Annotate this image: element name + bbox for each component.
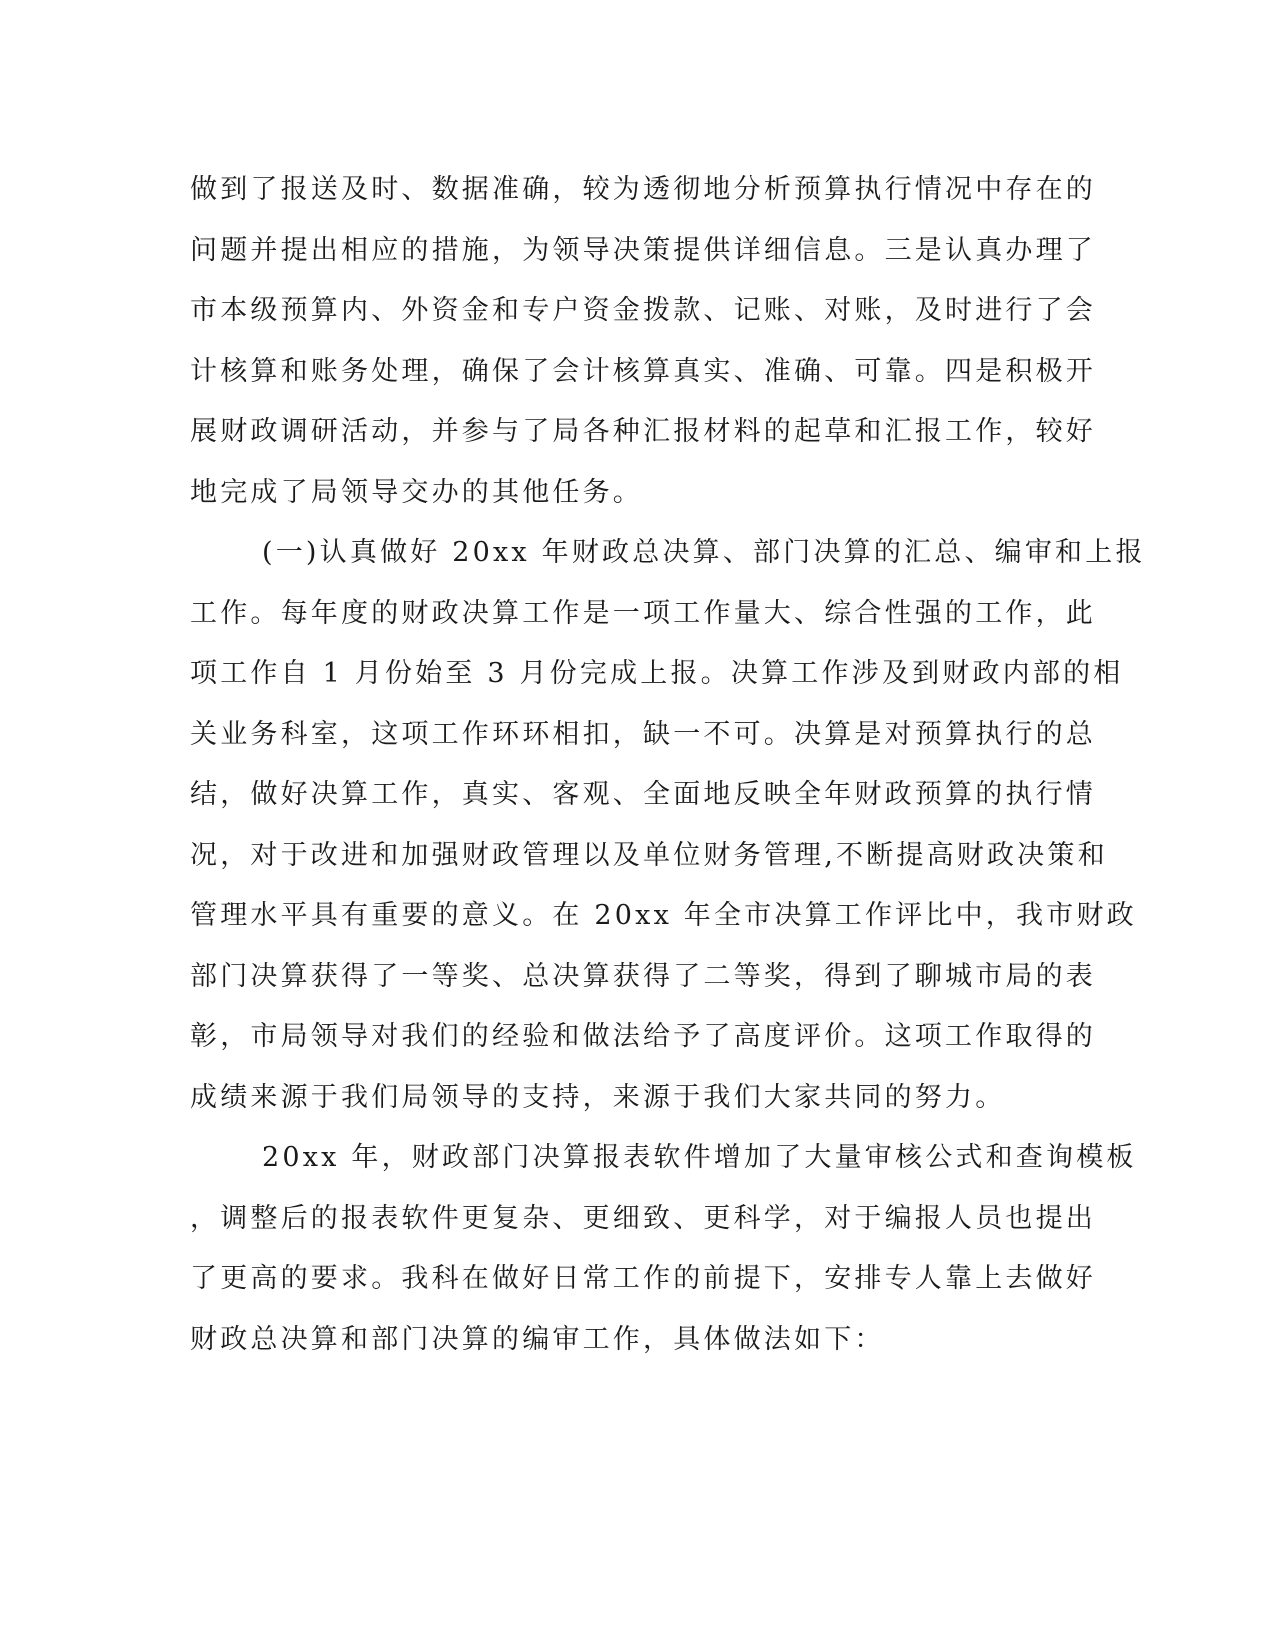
text-line: 问题并提出相应的措施，为领导决策提供详细信息。三是认真办理了 [190,234,1096,266]
text-line: 部门决算获得了一等奖、总决算获得了二等奖，得到了聊城市局的表 [190,960,1096,992]
text-line: (一)认真做好 20xx 年财政总决算、部门决算的汇总、编审和上报 [262,537,1146,568]
text-line: 市本级预算内、外资金和专户资金拨款、记账、对账，及时进行了会 [190,295,1096,326]
paragraph-3 [190,1128,1137,1370]
paragraph-1 [190,160,1096,523]
text-line: 地完成了局领导交办的其他任务。 [190,476,643,508]
text-line: 做到了报送及时、数据准确，较为透彻地分析预算执行情况中存在的 [190,174,1096,205]
text-line: 工作。每年度的财政决算工作是一项工作量大、综合性强的工作，此 [190,597,1096,629]
document-body [190,160,1146,1370]
text-line: 了更高的要求。我科在做好日常工作的前提下，安排专人靠上去做好 [190,1263,1096,1294]
text-line: 管理水平具有重要的意义。在 20xx 年全市决算工作评比中，我市财政 [190,900,1137,931]
text-line: 项工作自 1 月份始至 3 月份完成上报。决算工作涉及到财政内部的相 [190,658,1124,689]
text-line: 结，做好决算工作，真实、客观、全面地反映全年财政预算的执行情 [190,779,1096,810]
text-line: 况，对于改进和加强财政管理以及单位财务管理,不断提高财政决策和 [190,839,1108,871]
text-line: 财政总决算和部门决算的编审工作，具体做法如下： [190,1323,885,1355]
text-line: 计核算和账务处理，确保了会计核算真实、准确、可靠。四是积极开 [190,355,1096,387]
paragraph-2 [190,523,1146,1128]
text-line: 展财政调研活动，并参与了局各种汇报材料的起草和汇报工作，较好 [190,416,1096,447]
text-line: 彰，市局领导对我们的经验和做法给予了高度评价。这项工作取得的 [190,1021,1096,1052]
text-line: ，调整后的报表软件更复杂、更细致、更科学，对于编报人员也提出 [190,1202,1096,1234]
text-line: 关业务科室，这项工作环环相扣，缺一不可。决算是对预算执行的总 [190,718,1096,750]
text-line: 20xx 年，财政部门决算报表软件增加了大量审核公式和查询模板 [262,1142,1137,1173]
text-line: 成绩来源于我们局领导的支持，来源于我们大家共同的努力。 [190,1081,1006,1113]
